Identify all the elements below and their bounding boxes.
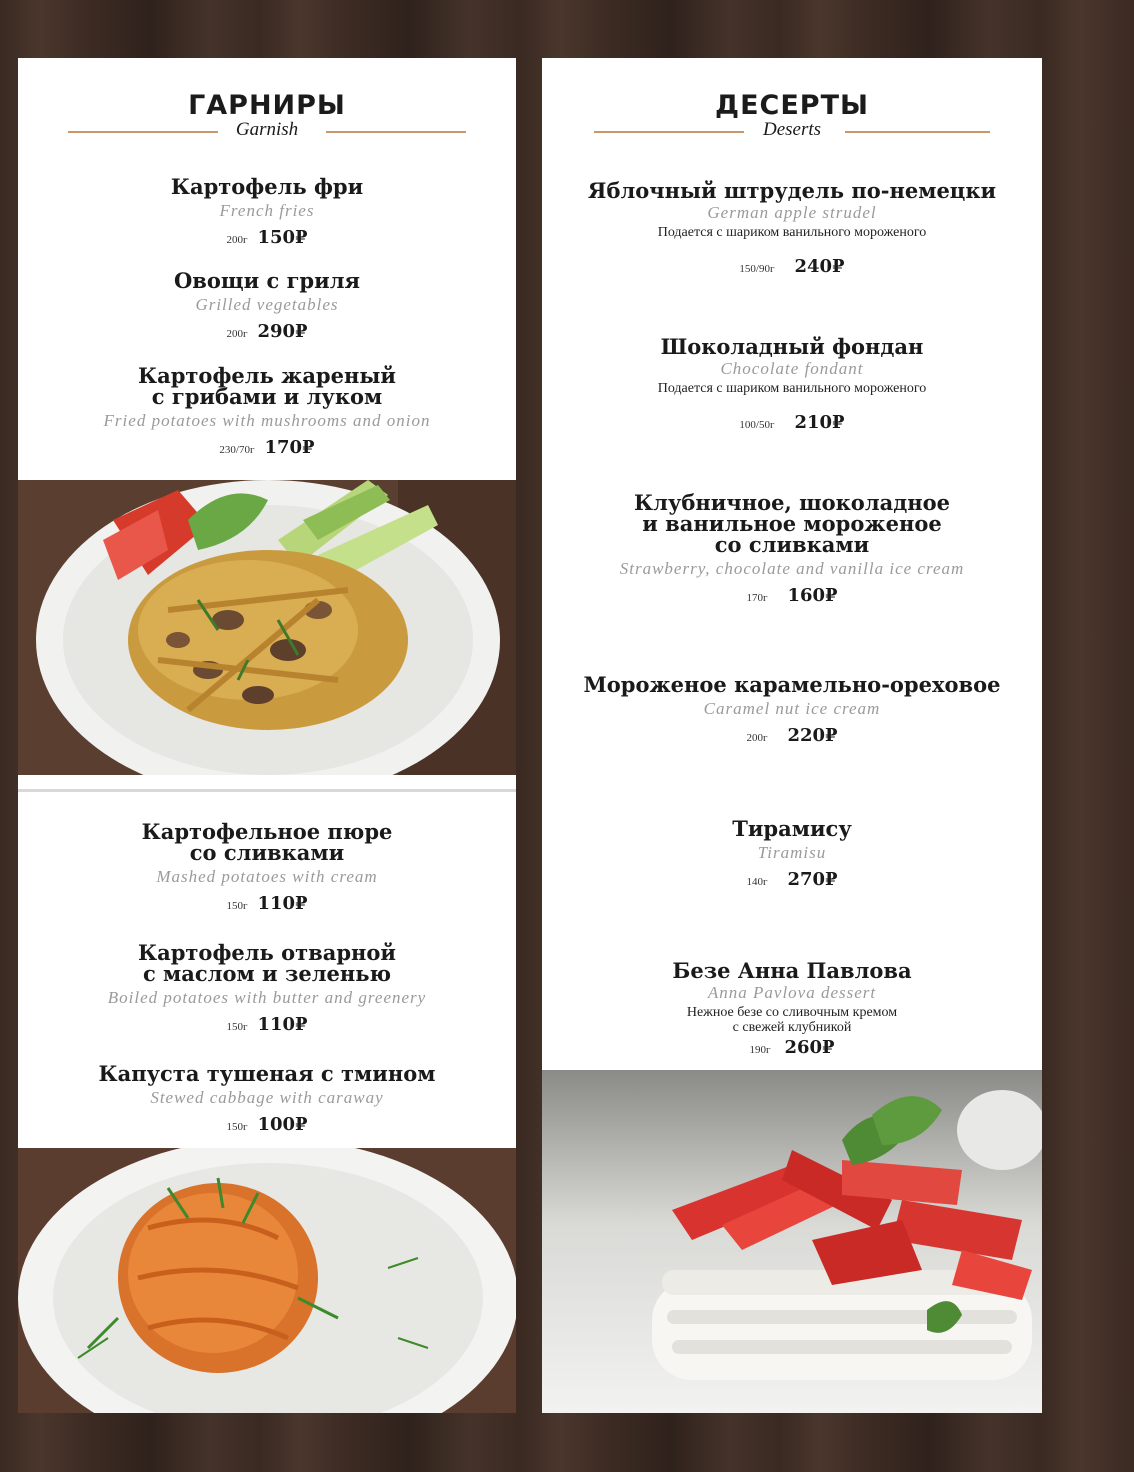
item-weight: 150/90г	[739, 263, 775, 275]
item-name-en: Tiramisu	[757, 843, 827, 862]
item-name-ru: Капуста тушеная с тмином	[98, 1061, 436, 1086]
fried-potatoes-image	[18, 480, 516, 775]
item-name-en: Strawberry, chocolate and vanilla ice cream	[619, 559, 965, 578]
menu-item-ice-cream-trio	[542, 492, 1042, 606]
item-weight: 190г	[749, 1044, 771, 1056]
desserts-panel	[542, 58, 1042, 1070]
item-price: 260₽	[784, 1037, 835, 1058]
item-description: Подается с шариком ванильного мороженого	[657, 381, 927, 396]
desserts-header	[542, 90, 1042, 141]
item-description: Подается с шариком ванильного мороженого	[657, 225, 927, 240]
garnish-panel-bottom	[18, 775, 516, 1148]
item-price-row	[542, 585, 1042, 606]
item-name-en: Anna Pavlova dessert	[707, 983, 877, 1002]
item-price-row	[18, 1014, 516, 1035]
menu-item-stewed-cabbage	[18, 1063, 516, 1135]
item-name-ru: Овощи с гриля	[173, 268, 361, 293]
item-price: 210₽	[794, 412, 845, 433]
item-weight: 150г	[226, 900, 248, 912]
item-name-ru: Шоколадный фондан	[660, 334, 924, 359]
header-divider-right	[326, 131, 466, 133]
item-name-ru: Яблочный штрудель по-немецки	[587, 178, 997, 203]
item-description: Нежное безе со сливочным кремом с свежей клубникой	[686, 1005, 898, 1035]
menu-item-mashed-potatoes	[18, 821, 516, 914]
garnish-title-en: Garnish	[18, 119, 516, 141]
item-weight: 170г	[746, 592, 768, 604]
item-name-en: Caramel nut ice cream	[703, 699, 881, 718]
item-name-ru: Картофель отварной с маслом и зеленью	[138, 940, 396, 986]
header-divider-left	[68, 131, 218, 133]
item-price: 270₽	[787, 869, 838, 890]
garnish-title-ru: ГАРНИРЫ	[188, 90, 346, 121]
item-price-row	[542, 412, 1042, 433]
item-price: 170₽	[264, 437, 315, 458]
menu-item-anna-pavlova	[542, 960, 1042, 1058]
garnish-panel-top	[18, 58, 516, 480]
item-weight: 230/70г	[219, 444, 255, 456]
menu-item-tiramisu	[542, 818, 1042, 890]
item-name-en: Mashed potatoes with cream	[156, 867, 378, 886]
item-name-en: Grilled vegetables	[195, 295, 339, 314]
item-name-ru: Картофель фри	[170, 174, 364, 199]
item-name-ru: Клубничное, шоколадное и ванильное мороженое со сливками	[634, 490, 950, 557]
menu-item-french-fries	[18, 176, 516, 248]
item-price-row	[542, 1037, 1042, 1058]
item-weight: 200г	[226, 328, 248, 340]
menu-item-boiled-potatoes	[18, 942, 516, 1035]
stewed-cabbage-image	[18, 1148, 516, 1413]
item-price-row	[18, 437, 516, 458]
pavlova-photo	[542, 1070, 1042, 1413]
item-name-en: Fried potatoes with mushrooms and onion	[103, 411, 431, 430]
menu-item-grilled-vegetables	[18, 270, 516, 342]
item-price-row	[18, 893, 516, 914]
item-name-en: Chocolate fondant	[720, 359, 864, 378]
item-price: 110₽	[257, 1014, 308, 1035]
panel-top-divider	[18, 789, 516, 792]
item-weight: 200г	[226, 234, 248, 246]
menu-item-caramel-nut-ice-cream	[542, 674, 1042, 746]
item-name-en: Boiled potatoes with butter and greenery	[107, 988, 427, 1007]
item-name-ru: Безе Анна Павлова	[672, 958, 912, 983]
header-divider-left	[594, 131, 744, 133]
item-price: 100₽	[257, 1114, 308, 1135]
item-price-row	[18, 1114, 516, 1135]
item-name-ru: Мороженое карамельно-ореховое	[583, 672, 1001, 697]
desserts-title-ru: ДЕСЕРТЫ	[715, 90, 869, 121]
item-name-en: Stewed cabbage with caraway	[150, 1088, 384, 1107]
item-price: 160₽	[787, 585, 838, 606]
item-price-row	[18, 227, 516, 248]
item-price: 290₽	[257, 321, 308, 342]
item-name-ru: Тирамису	[732, 816, 852, 841]
item-price-row	[542, 725, 1042, 746]
menu-item-fried-potatoes	[18, 365, 516, 458]
item-price: 220₽	[787, 725, 838, 746]
item-name-en: German apple strudel	[707, 203, 877, 222]
fried-potatoes-photo	[18, 480, 516, 775]
item-weight: 150г	[226, 1021, 248, 1033]
header-divider-right	[845, 131, 990, 133]
menu-item-chocolate-fondant	[542, 336, 1042, 433]
item-price-row	[18, 321, 516, 342]
pavlova-image	[542, 1070, 1042, 1413]
item-name-ru: Картофельное пюре со сливками	[141, 819, 393, 865]
item-weight: 200г	[746, 732, 768, 744]
garnish-header	[18, 90, 516, 141]
item-price: 110₽	[257, 893, 308, 914]
item-price: 240₽	[794, 256, 845, 277]
item-price-row	[542, 869, 1042, 890]
desserts-title-en: Deserts	[542, 119, 1042, 141]
menu-item-apple-strudel	[542, 180, 1042, 277]
item-price-row	[542, 256, 1042, 277]
stewed-cabbage-photo	[18, 1148, 516, 1413]
item-name-ru: Картофель жареный с грибами и луком	[138, 363, 396, 409]
item-name-en: French fries	[219, 201, 315, 220]
item-weight: 140г	[746, 876, 768, 888]
item-weight: 150г	[226, 1121, 248, 1133]
item-price: 150₽	[257, 227, 308, 248]
item-weight: 100/50г	[739, 419, 775, 431]
